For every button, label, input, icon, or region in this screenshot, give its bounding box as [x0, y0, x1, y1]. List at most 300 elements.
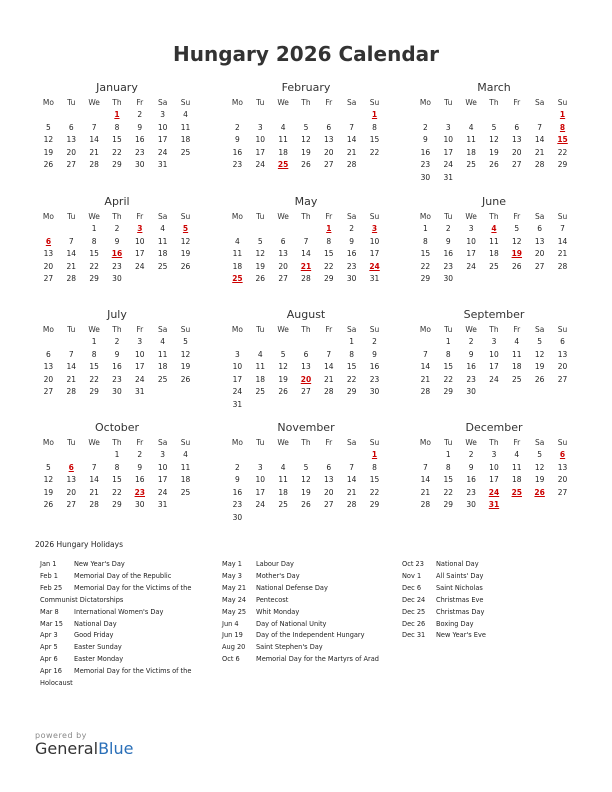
- day: 11: [232, 249, 243, 259]
- holiday-name: Saint Stephen's Day: [256, 643, 323, 652]
- day: 29: [557, 160, 568, 170]
- day: 17: [135, 362, 145, 372]
- day: 22: [369, 487, 380, 497]
- day: 27: [43, 274, 54, 284]
- weekday-header: Th: [301, 324, 311, 334]
- holiday-date: Dec 26: [402, 619, 426, 628]
- holiday-day: 6: [68, 462, 74, 472]
- weekday-header: Su: [180, 437, 191, 447]
- day: 7: [91, 122, 97, 132]
- empty-day: [414, 449, 437, 462]
- day: 16: [112, 362, 122, 372]
- day: 25: [180, 147, 191, 157]
- day: 11: [278, 135, 288, 145]
- holiday-row: [222, 571, 379, 583]
- day: 3: [445, 122, 451, 132]
- day: 7: [68, 236, 74, 246]
- day: 7: [303, 236, 309, 246]
- weekday-header: Th: [489, 324, 499, 334]
- day: 6: [326, 462, 332, 472]
- day: 28: [66, 387, 77, 397]
- day: 24: [232, 387, 243, 397]
- empty-day: [528, 499, 551, 512]
- weekday-header: Fr: [136, 97, 144, 107]
- day: 11: [157, 349, 168, 359]
- day: 2: [468, 450, 474, 460]
- day: 25: [157, 374, 168, 384]
- empty-day: [226, 336, 249, 349]
- day: 12: [489, 135, 499, 145]
- day: 12: [512, 236, 522, 246]
- day: 16: [135, 475, 145, 485]
- day: 15: [112, 475, 122, 485]
- month-august: [226, 307, 386, 411]
- day: 4: [514, 450, 520, 460]
- day: 20: [534, 249, 545, 259]
- holiday-name: All Saints' Day: [436, 571, 484, 580]
- empty-day: [249, 511, 272, 524]
- day: 4: [235, 236, 240, 246]
- day: 19: [43, 487, 54, 497]
- weekday-header: Mo: [419, 211, 431, 221]
- day: 17: [232, 374, 243, 384]
- day: 22: [369, 147, 380, 157]
- holiday-row: [40, 571, 191, 583]
- weekday-header: We: [465, 324, 477, 334]
- day: 14: [557, 236, 568, 246]
- day: 15: [443, 362, 454, 372]
- day: 30: [443, 274, 454, 284]
- day: 24: [489, 374, 499, 384]
- day: 6: [46, 349, 51, 359]
- weekday-header: Mo: [42, 97, 54, 107]
- holiday-row: [40, 559, 191, 571]
- weekday-header: We: [277, 324, 289, 334]
- day: 6: [303, 349, 309, 359]
- day: 8: [423, 236, 428, 246]
- day: 23: [112, 374, 122, 384]
- day: 27: [66, 160, 77, 170]
- weekday-header: Sa: [534, 97, 545, 107]
- holiday-row: [222, 654, 379, 666]
- day: 17: [255, 147, 266, 157]
- holiday-day: 19: [511, 249, 523, 259]
- holiday-name: Mother's Day: [256, 571, 300, 580]
- day: 12: [180, 236, 191, 246]
- day: 18: [157, 362, 168, 372]
- weekday-header: Tu: [256, 437, 265, 447]
- month-name: October: [94, 421, 140, 434]
- day: 13: [557, 462, 568, 472]
- weekday-header: Sa: [157, 97, 168, 107]
- weekday-header: Tu: [256, 211, 265, 221]
- day: 22: [420, 261, 431, 271]
- day: 2: [235, 462, 240, 472]
- day: 15: [112, 135, 122, 145]
- day: 10: [135, 236, 145, 246]
- empty-day: [37, 336, 60, 349]
- day: 3: [257, 462, 263, 472]
- day: 26: [534, 374, 545, 384]
- empty-day: [249, 398, 272, 411]
- empty-day: [437, 109, 460, 122]
- day: 31: [135, 387, 145, 397]
- day: 5: [183, 337, 188, 347]
- holiday-date: Aug 20: [222, 643, 246, 652]
- day: 6: [537, 224, 543, 234]
- day: 26: [489, 160, 499, 170]
- day: 27: [557, 487, 568, 497]
- day: 3: [235, 349, 240, 359]
- empty-day: [272, 511, 295, 524]
- day: 5: [46, 462, 51, 472]
- weekday-header: Mo: [42, 437, 54, 447]
- empty-day: [505, 109, 528, 122]
- holiday-name: Boxing Day: [436, 619, 474, 628]
- day: 17: [466, 249, 476, 259]
- day: 7: [349, 122, 355, 132]
- weekday-header: Mo: [42, 211, 54, 221]
- holiday-day: 25: [232, 274, 243, 284]
- day: 5: [537, 337, 543, 347]
- holiday-date: Nov 1: [402, 571, 422, 580]
- day: 22: [443, 487, 454, 497]
- empty-day: [249, 336, 272, 349]
- weekday-header: Mo: [419, 437, 431, 447]
- holiday-day: 25: [511, 487, 523, 497]
- holiday-date: Apr 3: [40, 631, 58, 640]
- day: 20: [557, 475, 568, 485]
- holiday-day: 1: [371, 110, 378, 120]
- weekday-header: Sa: [157, 324, 168, 334]
- weekday-header: Th: [489, 211, 499, 221]
- weekday-header: Tu: [256, 97, 265, 107]
- day: 11: [255, 362, 266, 372]
- day: 21: [534, 147, 545, 157]
- holiday-row: [40, 595, 191, 607]
- month-january: [37, 80, 197, 171]
- day: 8: [114, 462, 120, 472]
- holiday-day: 15: [557, 135, 568, 145]
- empty-day: [317, 398, 340, 411]
- day: 9: [445, 236, 451, 246]
- day: 14: [420, 475, 431, 485]
- month-table: [414, 210, 574, 285]
- day: 4: [468, 122, 474, 132]
- empty-day: [83, 109, 106, 122]
- holiday-date: Jan 1: [40, 560, 57, 568]
- holiday-date: Feb 25: [40, 583, 63, 592]
- empty-day: [460, 109, 483, 122]
- day: 28: [534, 160, 545, 170]
- holiday-date: Dec 6: [402, 583, 422, 592]
- holiday-day: 1: [114, 110, 120, 120]
- day: 6: [560, 337, 565, 347]
- day: 1: [445, 337, 451, 347]
- brand-logo: [35, 731, 133, 758]
- month-september: [414, 307, 574, 398]
- day: 22: [89, 261, 99, 271]
- day: 9: [235, 135, 240, 145]
- empty-day: [414, 109, 437, 122]
- day: 9: [114, 236, 120, 246]
- empty-day: [272, 109, 295, 122]
- weekday-header: Sa: [534, 211, 545, 221]
- day: 21: [346, 147, 357, 157]
- weekday-header: Sa: [534, 437, 545, 447]
- month-table: [414, 436, 574, 511]
- holiday-date: May 1: [222, 560, 242, 568]
- day: 9: [423, 135, 428, 145]
- day: 23: [443, 261, 454, 271]
- month-name: April: [104, 195, 130, 208]
- brand-name: [35, 740, 133, 758]
- holiday-name: Memorial Day for the Victims of the: [74, 667, 192, 676]
- month-october: [37, 420, 197, 511]
- day: 1: [445, 450, 451, 460]
- day: 5: [303, 122, 309, 132]
- empty-day: [272, 336, 295, 349]
- empty-day: [460, 171, 483, 184]
- day: 28: [301, 274, 311, 284]
- holiday-name: Pentecost: [256, 595, 289, 604]
- day: 14: [324, 362, 334, 372]
- day: 7: [560, 224, 565, 234]
- day: 8: [372, 462, 377, 472]
- holiday-day: 3: [371, 224, 378, 234]
- weekday-header: Fr: [325, 97, 333, 107]
- weekday-header: Fr: [136, 211, 144, 221]
- day: 19: [180, 249, 191, 259]
- day: 10: [443, 135, 454, 145]
- day: 2: [445, 224, 451, 234]
- day: 11: [512, 349, 522, 359]
- day: 11: [180, 462, 191, 472]
- day: 22: [443, 374, 454, 384]
- month-name: August: [286, 308, 326, 321]
- day: 13: [324, 135, 334, 145]
- weekday-header: Tu: [444, 324, 453, 334]
- month-april: [37, 194, 197, 285]
- month-name: December: [465, 421, 523, 434]
- day: 11: [157, 236, 168, 246]
- day: 9: [235, 475, 240, 485]
- day: 14: [89, 135, 99, 145]
- holiday-day: 31: [488, 500, 500, 510]
- day: 10: [157, 122, 168, 132]
- holiday-row: [222, 559, 379, 571]
- empty-day: [460, 273, 483, 286]
- weekday-header: Su: [180, 97, 191, 107]
- empty-day: [295, 109, 318, 122]
- holiday-date: Apr 6: [40, 655, 58, 664]
- empty-day: [551, 171, 574, 184]
- day: 26: [43, 160, 54, 170]
- day: 23: [135, 147, 145, 157]
- empty-day: [317, 109, 340, 122]
- day: 8: [349, 349, 355, 359]
- day: 18: [157, 249, 168, 259]
- empty-day: [505, 386, 528, 399]
- holiday-day: 3: [137, 224, 143, 234]
- weekday-header: Fr: [325, 437, 333, 447]
- empty-day: [128, 273, 151, 286]
- day: 24: [443, 160, 454, 170]
- weekday-header: We: [277, 211, 289, 221]
- day: 28: [66, 274, 77, 284]
- empty-day: [363, 159, 386, 172]
- weekday-header: Sa: [157, 211, 168, 221]
- day: 29: [346, 387, 357, 397]
- day: 18: [255, 374, 266, 384]
- month-table: [37, 210, 197, 285]
- day: 26: [180, 261, 191, 271]
- weekday-header: We: [88, 437, 100, 447]
- day: 16: [466, 362, 476, 372]
- day: 18: [466, 147, 476, 157]
- empty-day: [295, 449, 318, 462]
- day: 21: [66, 374, 77, 384]
- day: 5: [514, 224, 520, 234]
- day: 20: [66, 147, 77, 157]
- empty-day: [174, 159, 197, 172]
- day: 10: [369, 236, 380, 246]
- holiday-day: 4: [491, 224, 497, 234]
- holiday-row: [222, 607, 379, 619]
- day: 19: [43, 147, 54, 157]
- empty-day: [340, 109, 363, 122]
- empty-day: [37, 223, 60, 236]
- day: 7: [537, 122, 543, 132]
- holiday-date: Oct 6: [222, 655, 240, 664]
- day: 25: [157, 261, 168, 271]
- weekday-header: Tu: [444, 211, 453, 221]
- day: 28: [557, 261, 568, 271]
- holiday-name: Whit Monday: [256, 607, 300, 616]
- day: 28: [89, 160, 99, 170]
- holiday-row: [40, 678, 191, 690]
- day: 4: [160, 224, 166, 234]
- day: 4: [257, 349, 263, 359]
- day: 16: [346, 249, 357, 259]
- day: 30: [112, 387, 122, 397]
- day: 14: [346, 475, 357, 485]
- day: 24: [157, 147, 168, 157]
- day: 17: [369, 249, 380, 259]
- empty-day: [483, 273, 506, 286]
- weekday-header: Su: [369, 211, 380, 221]
- day: 20: [324, 487, 334, 497]
- weekday-header: Th: [489, 437, 499, 447]
- day: 19: [255, 261, 266, 271]
- day: 18: [489, 249, 499, 259]
- day: 2: [372, 337, 377, 347]
- holiday-date: May 21: [222, 583, 247, 592]
- day: 24: [255, 160, 266, 170]
- empty-day: [483, 386, 506, 399]
- holiday-date: May 24: [222, 595, 247, 604]
- day: 19: [534, 475, 545, 485]
- day: 12: [255, 249, 266, 259]
- weekday-header: Mo: [231, 437, 243, 447]
- day: 15: [89, 362, 99, 372]
- day: 26: [43, 500, 54, 510]
- holiday-row: [40, 654, 191, 666]
- day: 29: [443, 500, 454, 510]
- day: 25: [180, 487, 191, 497]
- day: 22: [112, 487, 122, 497]
- day: 9: [114, 349, 120, 359]
- weekday-header: Su: [180, 211, 191, 221]
- empty-day: [60, 336, 83, 349]
- day: 11: [278, 475, 288, 485]
- holiday-name: New Year's Eve: [436, 631, 486, 640]
- weekday-header: Mo: [231, 97, 243, 107]
- month-table: [37, 96, 197, 171]
- empty-day: [174, 499, 197, 512]
- empty-day: [249, 223, 272, 236]
- day: 23: [420, 160, 431, 170]
- day: 2: [235, 122, 240, 132]
- empty-day: [528, 273, 551, 286]
- weekday-header: Mo: [231, 211, 243, 221]
- month-name: September: [463, 308, 525, 321]
- day: 13: [43, 362, 54, 372]
- holiday-name: Christmas Day: [436, 607, 485, 616]
- empty-day: [505, 499, 528, 512]
- empty-day: [37, 109, 60, 122]
- holiday-date: May 25: [222, 607, 247, 616]
- holiday-name: Memorial Day for the Victims of the: [74, 583, 192, 592]
- day: 12: [180, 349, 191, 359]
- day: 14: [346, 135, 357, 145]
- holiday-row: [222, 630, 379, 642]
- holiday-day: 1: [371, 450, 378, 460]
- day: 18: [232, 261, 243, 271]
- day: 23: [232, 500, 243, 510]
- day: 25: [255, 387, 266, 397]
- day: 13: [66, 135, 77, 145]
- day: 6: [68, 122, 74, 132]
- weekday-header: Sa: [346, 211, 357, 221]
- empty-day: [551, 386, 574, 399]
- day: 27: [512, 160, 522, 170]
- day: 3: [468, 224, 474, 234]
- day: 4: [183, 450, 188, 460]
- day: 26: [301, 500, 311, 510]
- holiday-date: Dec 25: [402, 607, 426, 616]
- holiday-row: [222, 642, 379, 654]
- day: 17: [443, 147, 454, 157]
- day: 30: [112, 274, 122, 284]
- day: 24: [135, 261, 145, 271]
- day: 31: [443, 172, 454, 182]
- holiday-row: [222, 595, 379, 607]
- day: 8: [91, 236, 97, 246]
- empty-day: [505, 171, 528, 184]
- holidays-column-1: [40, 559, 191, 690]
- day: 31: [369, 274, 380, 284]
- empty-day: [340, 449, 363, 462]
- empty-day: [60, 109, 83, 122]
- day: 9: [468, 462, 474, 472]
- day: 18: [180, 475, 191, 485]
- day: 19: [301, 487, 311, 497]
- day: 1: [423, 224, 428, 234]
- day: 17: [157, 135, 168, 145]
- weekday-header: We: [88, 324, 100, 334]
- holiday-date: May 3: [222, 571, 242, 580]
